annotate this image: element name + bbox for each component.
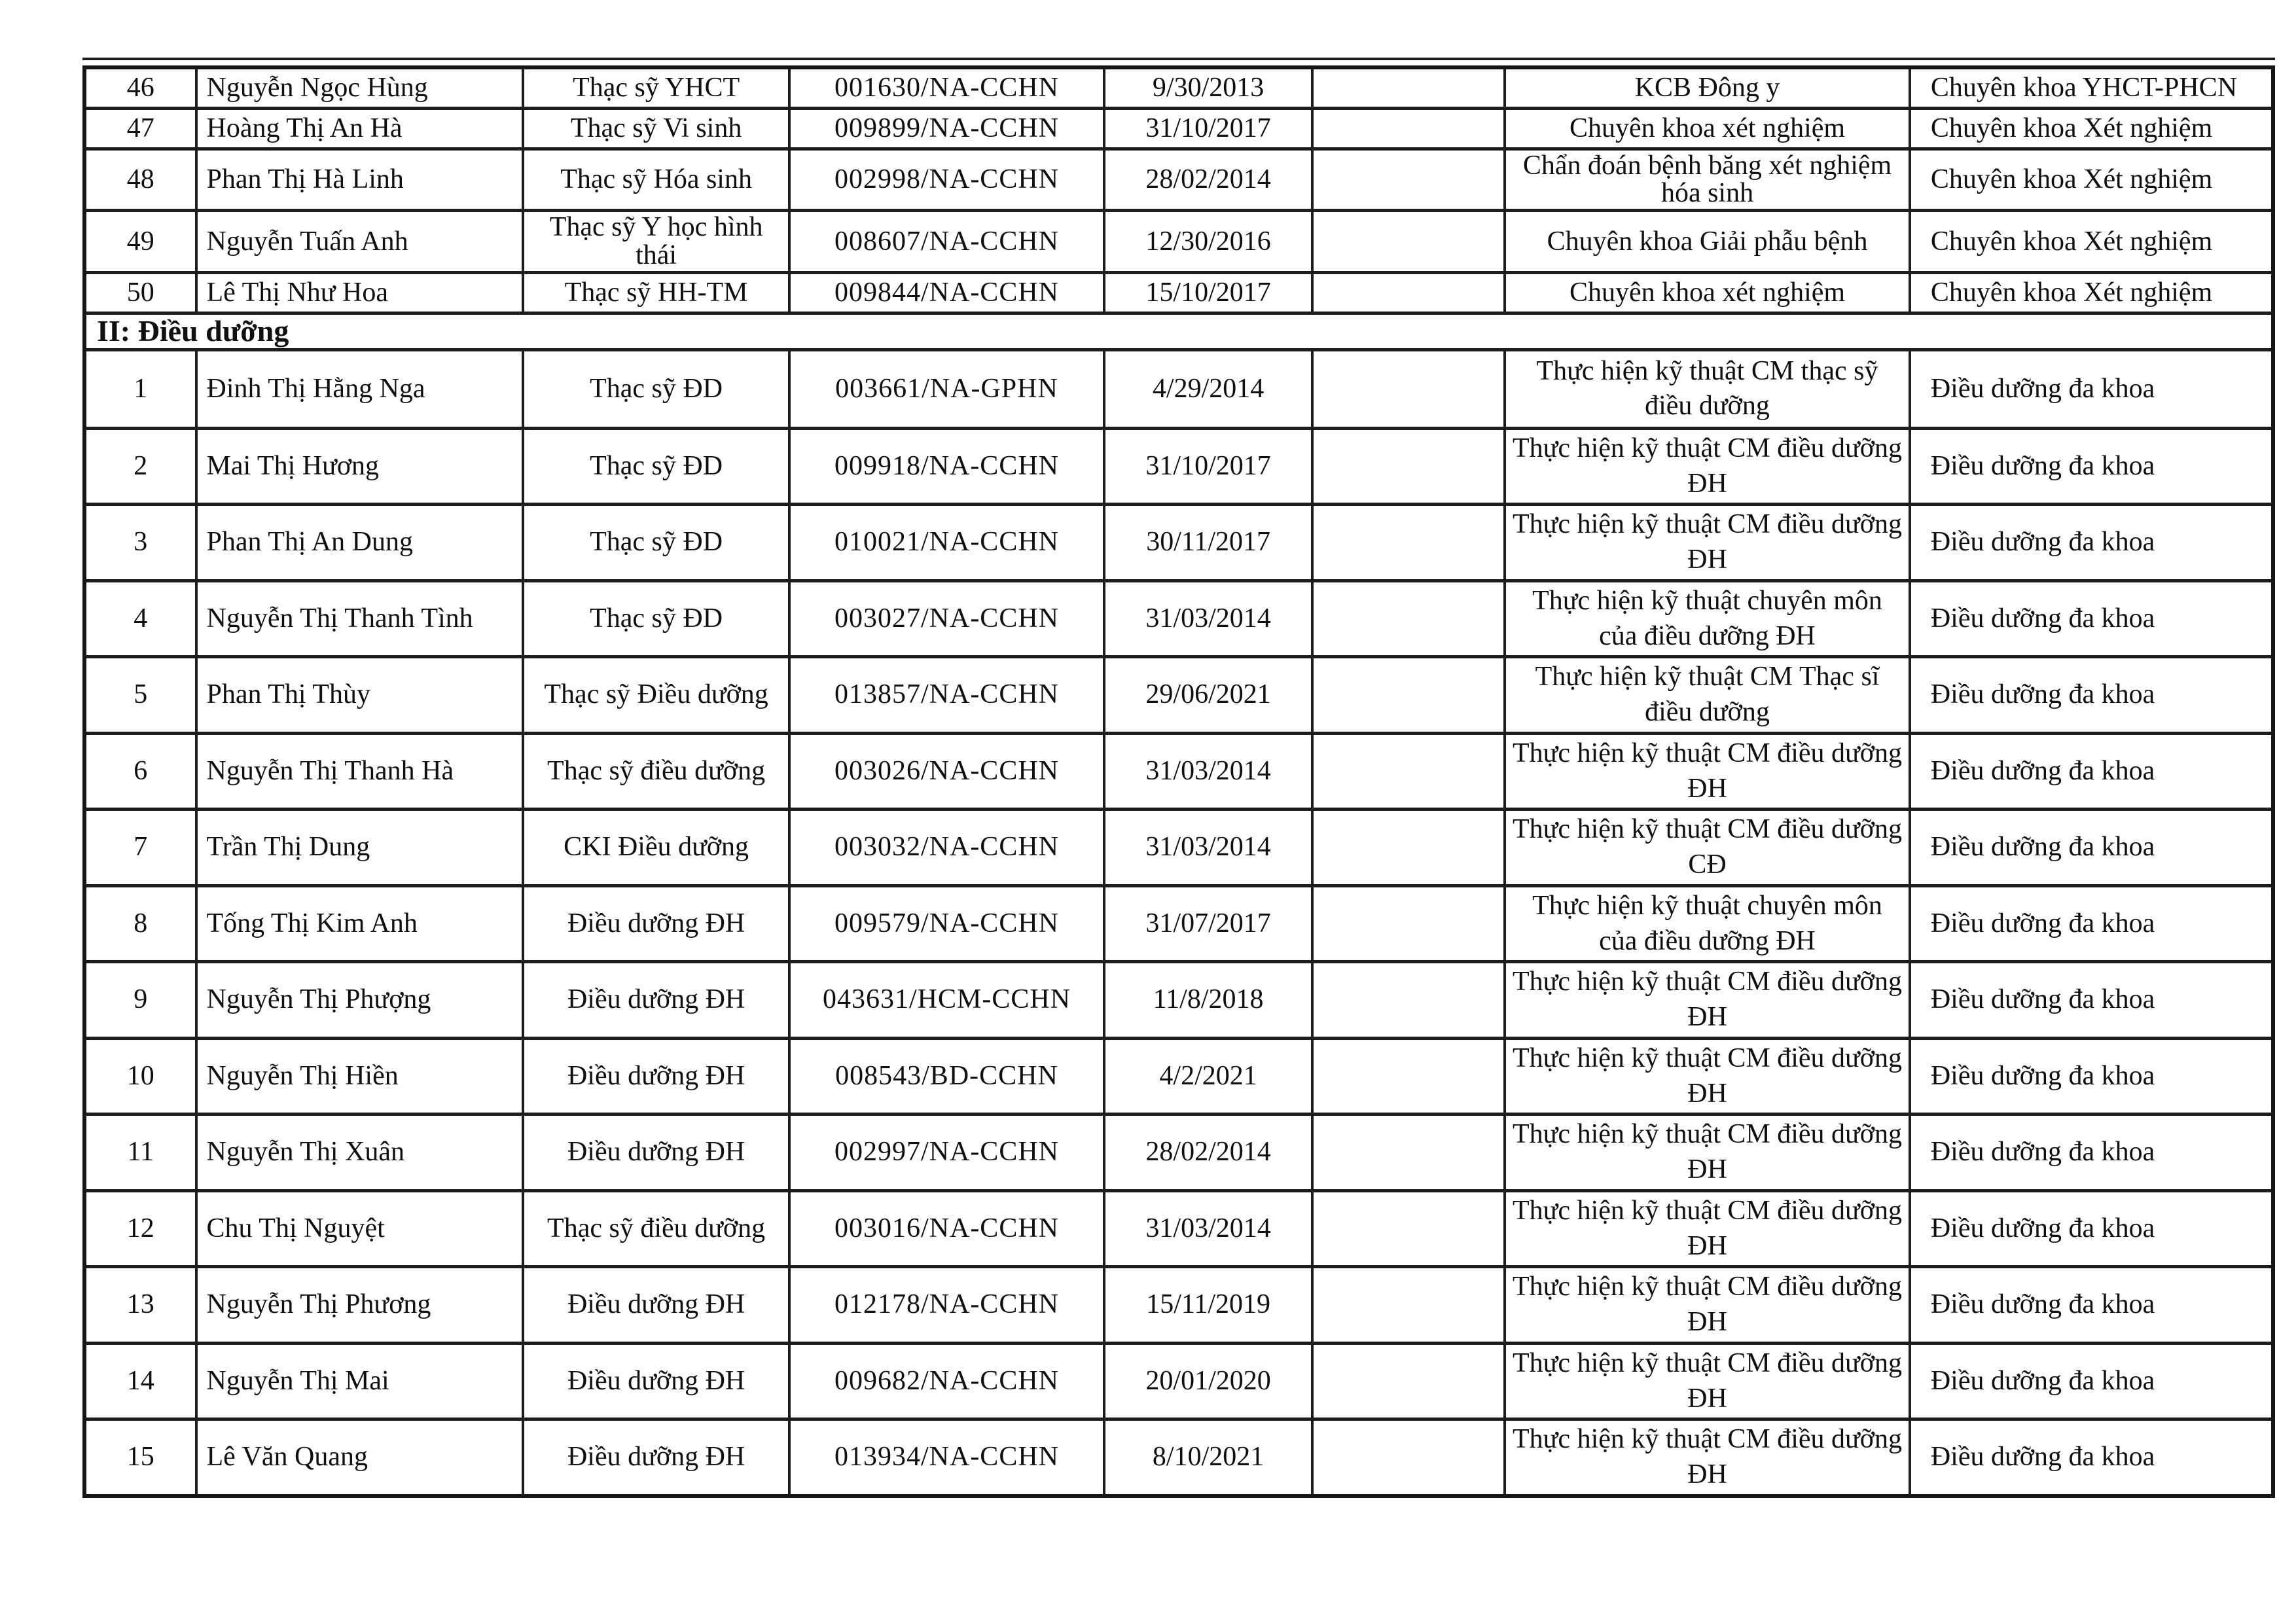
cell-issue-date: 31/03/2014 <box>1104 733 1312 810</box>
table-row <box>84 149 2273 211</box>
cell-scope: KCB Đông y <box>1505 67 1910 108</box>
cell-empty <box>1312 733 1505 810</box>
cell-scope: Thực hiện kỹ thuật CM Thạc sĩ điều dưỡng <box>1505 657 1910 734</box>
cell-number: 12 <box>84 1190 196 1267</box>
cell-number: 48 <box>84 149 196 211</box>
cell-specialty: Chuyên khoa YHCT-PHCN <box>1910 67 2273 108</box>
cell-specialty: Chuyên khoa Xét nghiệm <box>1910 108 2273 149</box>
cell-issue-date: 31/03/2014 <box>1104 1190 1312 1267</box>
cell-name: Lê Văn Quang <box>196 1419 524 1496</box>
cell-specialty: Điều dưỡng đa khoa <box>1910 810 2273 886</box>
cell-degree: Thạc sỹ ĐD <box>523 428 789 505</box>
cell-name: Phan Thị Hà Linh <box>196 149 524 211</box>
table-row <box>84 580 2273 657</box>
cell-scope: Chuyên khoa xét nghiệm <box>1505 272 1910 313</box>
table-row <box>84 108 2273 149</box>
cell-name: Hoàng Thị An Hà <box>196 108 524 149</box>
table-row <box>84 657 2273 734</box>
cell-specialty: Điều dưỡng đa khoa <box>1910 349 2273 428</box>
cell-specialty: Điều dưỡng đa khoa <box>1910 1343 2273 1419</box>
table-row <box>84 67 2273 108</box>
cell-certificate: 002998/NA-CCHN <box>789 149 1105 211</box>
cell-certificate: 009579/NA-CCHN <box>789 885 1105 962</box>
cell-issue-date: 11/8/2018 <box>1104 962 1312 1039</box>
cell-empty <box>1312 1190 1505 1267</box>
cell-specialty: Điều dưỡng đa khoa <box>1910 1190 2273 1267</box>
cell-name: Mai Thị Hương <box>196 428 524 505</box>
cell-number: 50 <box>84 272 196 313</box>
cell-empty <box>1312 1267 1505 1344</box>
cell-name: Nguyễn Tuấn Anh <box>196 211 524 273</box>
cell-degree: Điều dưỡng ĐH <box>523 885 789 962</box>
cell-certificate: 043631/HCM-CCHN <box>789 962 1105 1039</box>
cell-empty <box>1312 810 1505 886</box>
cell-scope: Thực hiện kỹ thuật chuyên môn của điều dưỡng ĐH <box>1505 885 1910 962</box>
cell-scope: Chẩn đoán bệnh băng xét nghiệm hóa sinh <box>1505 149 1910 211</box>
cell-empty <box>1312 1419 1505 1496</box>
cell-number: 10 <box>84 1038 196 1115</box>
cell-certificate: 009682/NA-CCHN <box>789 1343 1105 1419</box>
cell-issue-date: 4/2/2021 <box>1104 1038 1312 1115</box>
cell-number: 9 <box>84 962 196 1039</box>
cell-number: 5 <box>84 657 196 734</box>
cell-issue-date: 12/30/2016 <box>1104 211 1312 273</box>
cell-certificate: 003026/NA-CCHN <box>789 733 1105 810</box>
cell-empty <box>1312 428 1505 505</box>
cell-empty <box>1312 149 1505 211</box>
section-header-row <box>84 313 2273 349</box>
cell-issue-date: 31/10/2017 <box>1104 108 1312 149</box>
cell-empty <box>1312 108 1505 149</box>
cell-degree: Thạc sỹ ĐD <box>523 349 789 428</box>
cell-name: Nguyễn Ngọc Hùng <box>196 67 524 108</box>
cell-certificate: 001630/NA-CCHN <box>789 67 1105 108</box>
cell-specialty: Điều dưỡng đa khoa <box>1910 733 2273 810</box>
table-row <box>84 962 2273 1039</box>
cell-issue-date: 9/30/2013 <box>1104 67 1312 108</box>
table-row <box>84 428 2273 505</box>
cell-empty <box>1312 211 1505 273</box>
cell-issue-date: 20/01/2020 <box>1104 1343 1312 1419</box>
cell-certificate: 010021/NA-CCHN <box>789 505 1105 581</box>
cell-number: 46 <box>84 67 196 108</box>
cell-scope: Thực hiện kỹ thuật CM điều dưỡng ĐH <box>1505 1038 1910 1115</box>
cell-empty <box>1312 505 1505 581</box>
cell-number: 14 <box>84 1343 196 1419</box>
cell-name: Tống Thị Kim Anh <box>196 885 524 962</box>
cell-degree: Thạc sỹ Y học hình thái <box>523 211 789 273</box>
cell-degree: CKI Điều dưỡng <box>523 810 789 886</box>
table-top-double-rule <box>82 58 2275 60</box>
cell-name: Đinh Thị Hằng Nga <box>196 349 524 428</box>
cell-empty <box>1312 349 1505 428</box>
cell-degree: Thạc sỹ điều dưỡng <box>523 1190 789 1267</box>
cell-certificate: 003016/NA-CCHN <box>789 1190 1105 1267</box>
cell-number: 47 <box>84 108 196 149</box>
table-row <box>84 733 2273 810</box>
cell-degree: Thạc sỹ điều dưỡng <box>523 733 789 810</box>
cell-certificate: 009918/NA-CCHN <box>789 428 1105 505</box>
cell-empty <box>1312 1038 1505 1115</box>
cell-number: 7 <box>84 810 196 886</box>
cell-specialty: Điều dưỡng đa khoa <box>1910 505 2273 581</box>
cell-specialty: Chuyên khoa Xét nghiệm <box>1910 211 2273 273</box>
cell-issue-date: 30/11/2017 <box>1104 505 1312 581</box>
table-row <box>84 1115 2273 1191</box>
table-row <box>84 1267 2273 1344</box>
cell-degree: Điều dưỡng ĐH <box>523 1115 789 1191</box>
table-row <box>84 211 2273 273</box>
cell-scope: Thực hiện kỹ thuật CM điều dưỡng ĐH <box>1505 1190 1910 1267</box>
cell-number: 4 <box>84 580 196 657</box>
cell-degree: Điều dưỡng ĐH <box>523 1267 789 1344</box>
cell-empty <box>1312 67 1505 108</box>
cell-scope: Thực hiện kỹ thuật CM điều dưỡng ĐH <box>1505 1267 1910 1344</box>
cell-empty <box>1312 580 1505 657</box>
cell-name: Nguyễn Thị Mai <box>196 1343 524 1419</box>
cell-issue-date: 31/07/2017 <box>1104 885 1312 962</box>
cell-degree: Điều dưỡng ĐH <box>523 1038 789 1115</box>
cell-scope: Thực hiện kỹ thuật CM điều dưỡng ĐH <box>1505 733 1910 810</box>
cell-certificate: 008607/NA-CCHN <box>789 211 1105 273</box>
cell-scope: Thực hiện kỹ thuật CM điều dưỡng ĐH <box>1505 1115 1910 1191</box>
cell-degree: Điều dưỡng ĐH <box>523 1343 789 1419</box>
cell-scope: Thực hiện kỹ thuật CM điều dưỡng ĐH <box>1505 428 1910 505</box>
cell-scope: Thực hiện kỹ thuật CM điều dưỡng ĐH <box>1505 1343 1910 1419</box>
cell-name: Trần Thị Dung <box>196 810 524 886</box>
cell-certificate: 003661/NA-GPHN <box>789 349 1105 428</box>
cell-degree: Thạc sỹ YHCT <box>523 67 789 108</box>
cell-scope: Chuyên khoa Giải phẫu bệnh <box>1505 211 1910 273</box>
cell-scope: Thực hiện kỹ thuật CM thạc sỹ điều dưỡng <box>1505 349 1910 428</box>
cell-empty <box>1312 885 1505 962</box>
cell-degree: Điều dưỡng ĐH <box>523 1419 789 1496</box>
cell-degree: Điều dưỡng ĐH <box>523 962 789 1039</box>
cell-certificate: 009844/NA-CCHN <box>789 272 1105 313</box>
cell-certificate: 009899/NA-CCHN <box>789 108 1105 149</box>
cell-issue-date: 28/02/2014 <box>1104 1115 1312 1191</box>
cell-scope: Thực hiện kỹ thuật CM điều dưỡng ĐH <box>1505 505 1910 581</box>
cell-degree: Thạc sỹ Hóa sinh <box>523 149 789 211</box>
section2-header-body <box>84 313 2273 349</box>
cell-issue-date: 31/03/2014 <box>1104 580 1312 657</box>
cell-empty <box>1312 1343 1505 1419</box>
cell-empty <box>1312 962 1505 1039</box>
cell-certificate: 003027/NA-CCHN <box>789 580 1105 657</box>
cell-name: Nguyễn Thị Phượng <box>196 962 524 1039</box>
table-row <box>84 1038 2273 1115</box>
table-row <box>84 885 2273 962</box>
cell-number: 2 <box>84 428 196 505</box>
cell-specialty: Điều dưỡng đa khoa <box>1910 580 2273 657</box>
cell-certificate: 012178/NA-CCHN <box>789 1267 1105 1344</box>
cell-specialty: Chuyên khoa Xét nghiệm <box>1910 149 2273 211</box>
section2-rows <box>84 349 2273 1496</box>
cell-certificate: 013857/NA-CCHN <box>789 657 1105 734</box>
table-row <box>84 272 2273 313</box>
cell-degree: Thạc sỹ Vi sinh <box>523 108 789 149</box>
cell-number: 13 <box>84 1267 196 1344</box>
cell-issue-date: 31/03/2014 <box>1104 810 1312 886</box>
cell-scope: Thực hiện kỹ thuật CM điều dưỡng ĐH <box>1505 1419 1910 1496</box>
cell-specialty: Điều dưỡng đa khoa <box>1910 962 2273 1039</box>
cell-empty <box>1312 272 1505 313</box>
section-header: II: Điều dưỡng <box>84 313 2273 349</box>
cell-number: 3 <box>84 505 196 581</box>
cell-name: Chu Thị Nguyệt <box>196 1190 524 1267</box>
cell-degree: Thạc sỹ ĐD <box>523 580 789 657</box>
cell-number: 49 <box>84 211 196 273</box>
cell-number: 15 <box>84 1419 196 1496</box>
cell-name: Phan Thị Thùy <box>196 657 524 734</box>
cell-specialty: Điều dưỡng đa khoa <box>1910 657 2273 734</box>
cell-number: 11 <box>84 1115 196 1191</box>
cell-issue-date: 29/06/2021 <box>1104 657 1312 734</box>
cell-issue-date: 28/02/2014 <box>1104 149 1312 211</box>
cell-certificate: 008543/BD-CCHN <box>789 1038 1105 1115</box>
table-row <box>84 1419 2273 1496</box>
cell-scope: Thực hiện kỹ thuật CM điều dưỡng CĐ <box>1505 810 1910 886</box>
cell-specialty: Chuyên khoa Xét nghiệm <box>1910 272 2273 313</box>
cell-specialty: Điều dưỡng đa khoa <box>1910 1267 2273 1344</box>
cell-name: Nguyễn Thị Phương <box>196 1267 524 1344</box>
cell-name: Nguyễn Thị Thanh Tình <box>196 580 524 657</box>
cell-name: Nguyễn Thị Xuân <box>196 1115 524 1191</box>
cell-specialty: Điều dưỡng đa khoa <box>1910 1115 2273 1191</box>
cell-scope: Thực hiện kỹ thuật CM điều dưỡng ĐH <box>1505 962 1910 1039</box>
cell-specialty: Điều dưỡng đa khoa <box>1910 1419 2273 1496</box>
cell-number: 8 <box>84 885 196 962</box>
table-row <box>84 1343 2273 1419</box>
cell-name: Nguyễn Thị Hiền <box>196 1038 524 1115</box>
table-row <box>84 810 2273 886</box>
cell-name: Nguyễn Thị Thanh Hà <box>196 733 524 810</box>
cell-scope: Chuyên khoa xét nghiệm <box>1505 108 1910 149</box>
cell-certificate: 013934/NA-CCHN <box>789 1419 1105 1496</box>
cell-empty <box>1312 657 1505 734</box>
cell-issue-date: 4/29/2014 <box>1104 349 1312 428</box>
cell-degree: Thạc sỹ Điều dưỡng <box>523 657 789 734</box>
cell-number: 1 <box>84 349 196 428</box>
cell-issue-date: 15/10/2017 <box>1104 272 1312 313</box>
cell-specialty: Điều dưỡng đa khoa <box>1910 885 2273 962</box>
table-row <box>84 505 2273 581</box>
table-row <box>84 1190 2273 1267</box>
cell-issue-date: 31/10/2017 <box>1104 428 1312 505</box>
cell-issue-date: 15/11/2019 <box>1104 1267 1312 1344</box>
personnel-roster-table <box>82 65 2275 1498</box>
cell-certificate: 002997/NA-CCHN <box>789 1115 1105 1191</box>
cell-specialty: Điều dưỡng đa khoa <box>1910 428 2273 505</box>
cell-empty <box>1312 1115 1505 1191</box>
cell-name: Phan Thị An Dung <box>196 505 524 581</box>
cell-issue-date: 8/10/2021 <box>1104 1419 1312 1496</box>
cell-specialty: Điều dưỡng đa khoa <box>1910 1038 2273 1115</box>
cell-degree: Thạc sỹ ĐD <box>523 505 789 581</box>
cell-degree: Thạc sỹ HH-TM <box>523 272 789 313</box>
cell-scope: Thực hiện kỹ thuật chuyên môn của điều dưỡng ĐH <box>1505 580 1910 657</box>
cell-name: Lê Thị Như Hoa <box>196 272 524 313</box>
cell-number: 6 <box>84 733 196 810</box>
table-row <box>84 349 2273 428</box>
cell-certificate: 003032/NA-CCHN <box>789 810 1105 886</box>
section1-rows <box>84 67 2273 313</box>
